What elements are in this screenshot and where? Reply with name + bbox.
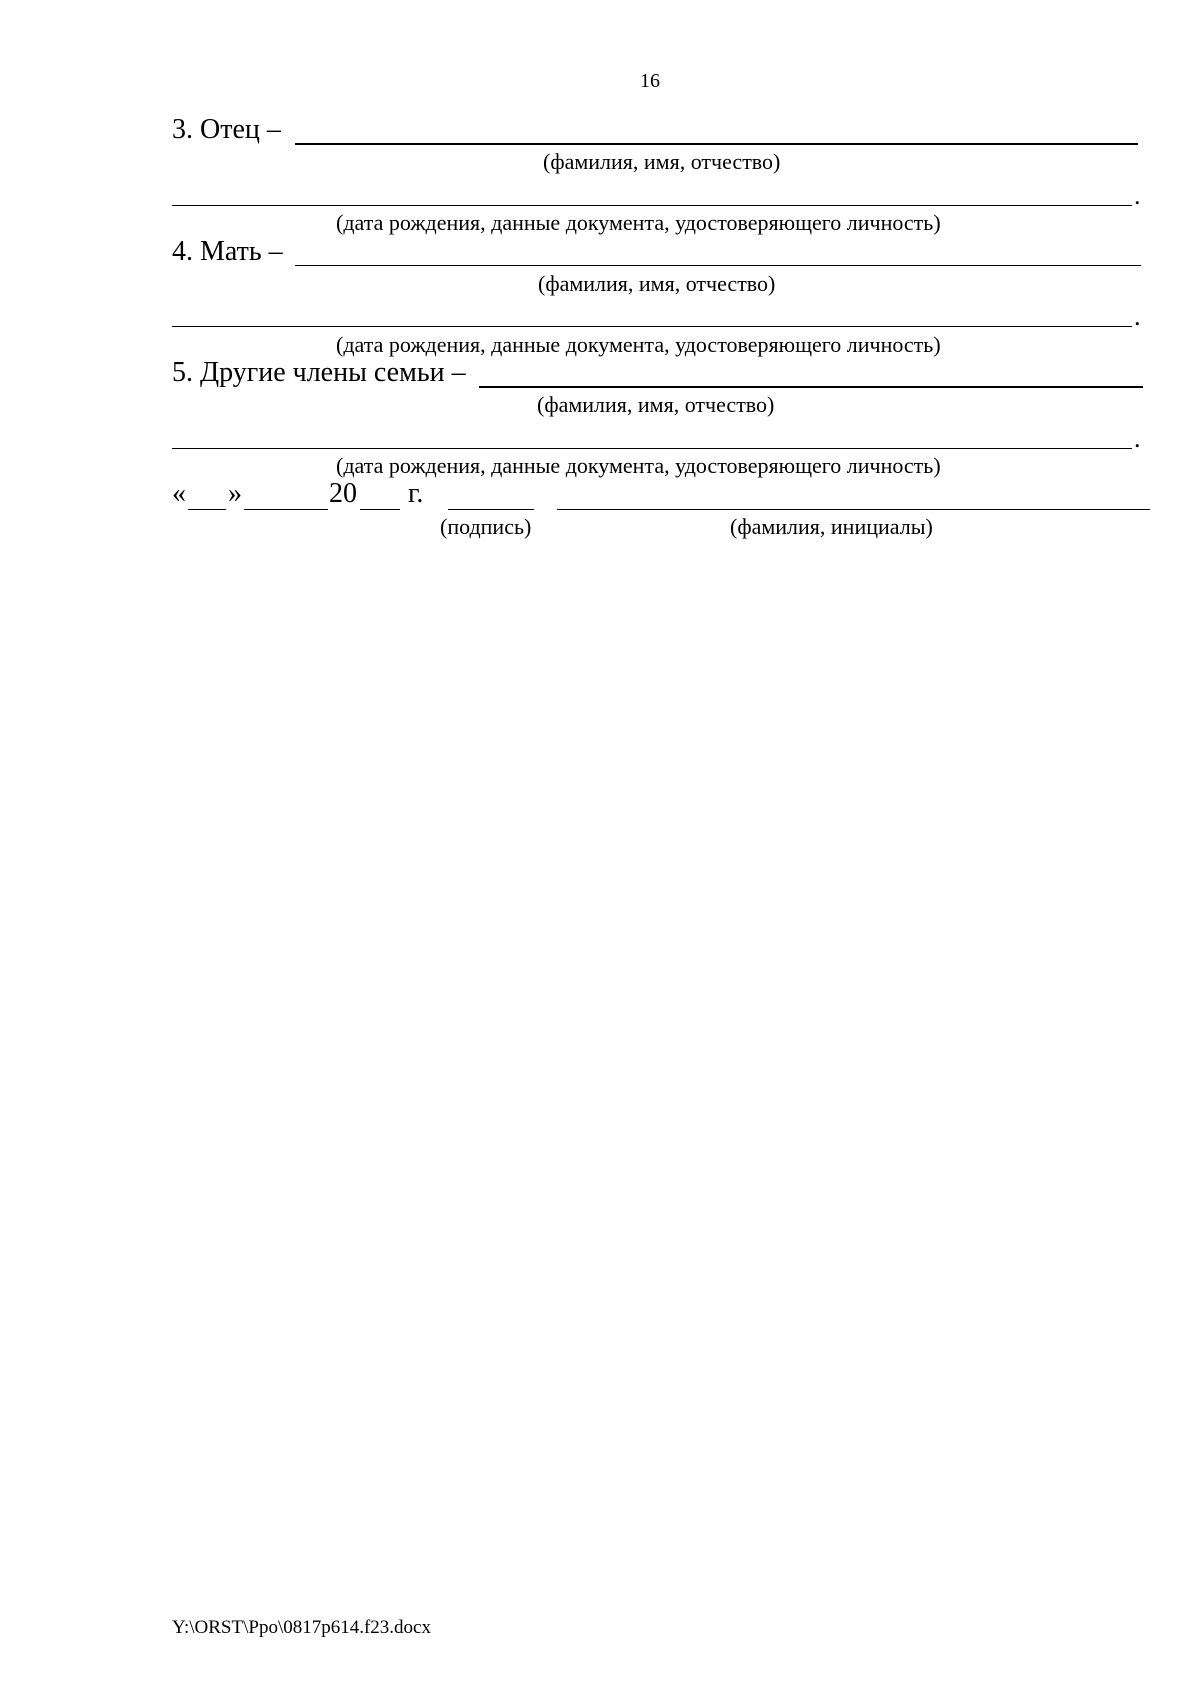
other-family-details-caption: (дата рождения, данные документа, удостоверяющего личность) xyxy=(336,453,941,478)
mother-label: 4. Мать – xyxy=(172,236,283,267)
date-year-suffix: г. xyxy=(408,478,424,509)
father-label: 3. Отец – xyxy=(172,114,281,145)
date-day-field[interactable] xyxy=(188,509,226,510)
page-number: 16 xyxy=(640,70,660,92)
date-year-prefix: 20 xyxy=(329,478,357,509)
other-family-name-field[interactable] xyxy=(479,386,1143,388)
other-family-details-period: . xyxy=(1134,424,1141,453)
mother-details-field[interactable] xyxy=(172,326,1132,327)
signature-field[interactable] xyxy=(448,509,534,510)
father-details-caption: (дата рождения, данные документа, удостоверяющего личность) xyxy=(336,210,941,235)
date-close-quote: » xyxy=(228,478,242,509)
mother-name-field[interactable] xyxy=(295,265,1141,266)
date-open-quote: « xyxy=(172,478,186,509)
date-year-field[interactable] xyxy=(360,509,400,510)
other-family-name-caption: (фамилия, имя, отчество) xyxy=(537,392,775,417)
footer-file-path: Y:\ORST\Ppo\0817p614.f23.docx xyxy=(172,1617,431,1638)
other-family-label: 5. Другие члены семьи – xyxy=(172,357,466,388)
signature-caption: (подпись) xyxy=(440,514,532,539)
other-family-details-field[interactable] xyxy=(172,448,1132,449)
initials-field[interactable] xyxy=(557,509,1150,510)
father-details-period: . xyxy=(1134,181,1141,210)
father-details-field[interactable] xyxy=(172,205,1132,206)
father-name-field[interactable] xyxy=(295,143,1138,145)
date-month-field[interactable] xyxy=(244,509,328,510)
mother-name-caption: (фамилия, имя, отчество) xyxy=(538,271,776,296)
mother-details-period: . xyxy=(1134,302,1141,331)
initials-caption: (фамилия, инициалы) xyxy=(730,514,933,539)
mother-details-caption: (дата рождения, данные документа, удостоверяющего личность) xyxy=(336,332,941,357)
father-name-caption: (фамилия, имя, отчество) xyxy=(543,149,781,174)
